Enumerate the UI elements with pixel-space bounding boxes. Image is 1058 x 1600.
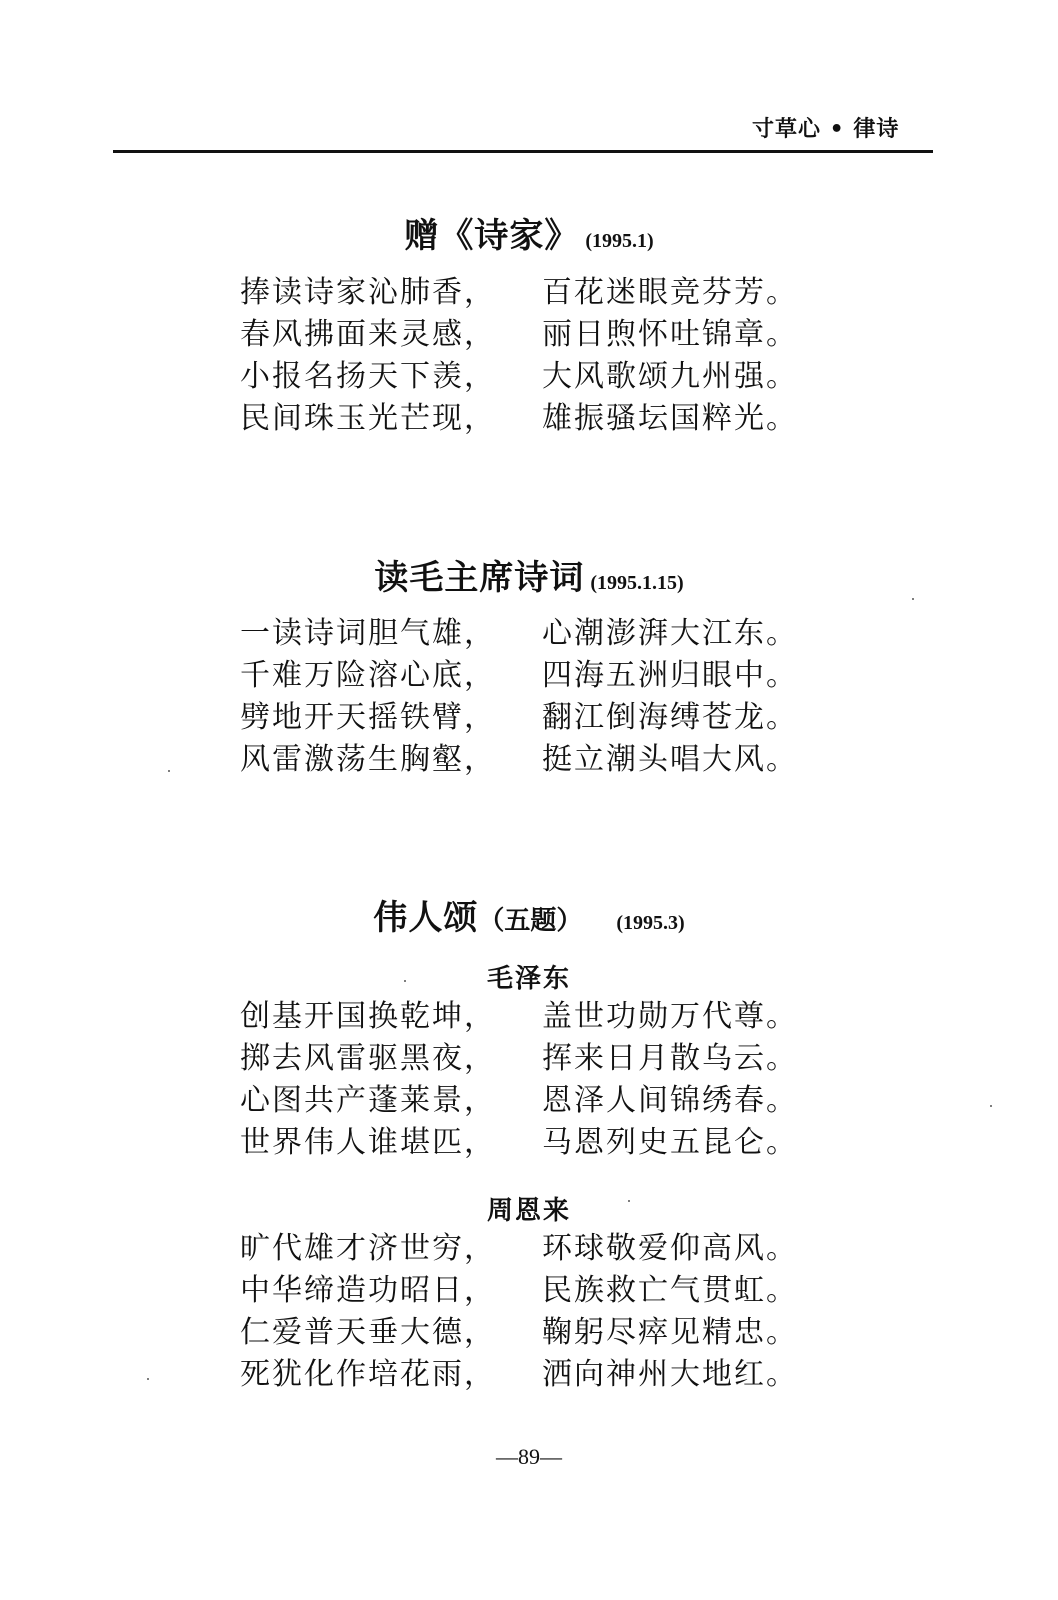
verse-second-half: 四海五洲归眼中。 bbox=[542, 658, 798, 693]
header-rule bbox=[113, 150, 933, 153]
scan-speck bbox=[628, 1200, 630, 1202]
poem-3b-line-3 bbox=[240, 1312, 860, 1354]
verse-second-half: 民族救亡气贯虹。 bbox=[542, 1273, 798, 1308]
verse-first-half: 千难万险溶心底， bbox=[240, 658, 496, 693]
poem-title-note: （五题） bbox=[478, 906, 583, 936]
poem-title-2 bbox=[0, 550, 1058, 599]
scan-speck bbox=[404, 980, 406, 982]
poem-title-text: 伟人颂 bbox=[373, 898, 479, 938]
poem-3a-line-1 bbox=[240, 996, 860, 1038]
verse-second-half: 洒向神州大地红。 bbox=[542, 1357, 798, 1392]
verse-second-half: 盖世功勋万代尊。 bbox=[542, 999, 798, 1034]
verse-first-half: 春风拂面来灵感， bbox=[240, 317, 496, 352]
poem-3a-line-2 bbox=[240, 1038, 860, 1080]
verse-second-half: 丽日煦怀吐锦章。 bbox=[542, 317, 798, 352]
poem-title-3 bbox=[0, 890, 1058, 939]
poem-date: (1995.1) bbox=[585, 230, 654, 252]
poem-date: (1995.1.15) bbox=[590, 572, 684, 594]
verse-second-half: 挥来日月散乌云。 bbox=[542, 1041, 798, 1076]
verse-second-half: 鞠躬尽瘁见精忠。 bbox=[542, 1315, 798, 1350]
scan-speck bbox=[168, 770, 170, 772]
verse-first-half: 仁爱普天垂大德， bbox=[240, 1315, 496, 1350]
verse-second-half: 雄振骚坛国粹光。 bbox=[542, 401, 798, 436]
verse-second-half: 恩泽人间锦绣春。 bbox=[542, 1083, 798, 1118]
poem-title-text: 赠《诗家》 bbox=[404, 216, 580, 256]
verse-first-half: 旷代雄才济世穷， bbox=[240, 1231, 496, 1266]
poem-3a-line-3 bbox=[240, 1080, 860, 1122]
section-subtitle-mao: 毛泽东 bbox=[486, 964, 571, 994]
poem-2-line-4 bbox=[240, 739, 860, 781]
verse-first-half: 世界伟人谁堪匹， bbox=[240, 1125, 496, 1160]
poem-1-line-1 bbox=[240, 272, 860, 314]
scan-speck bbox=[990, 1105, 992, 1107]
verse-first-half: 中华缔造功昭日， bbox=[240, 1273, 496, 1308]
poem-date: (1995.3) bbox=[616, 912, 685, 934]
verse-first-half: 一读诗词胆气雄， bbox=[240, 616, 496, 651]
poem-1-line-2 bbox=[240, 314, 860, 356]
poem-3a-line-4 bbox=[240, 1122, 860, 1164]
verse-first-half: 民间珠玉光芒现， bbox=[240, 401, 496, 436]
verse-second-half: 心潮澎湃大江东。 bbox=[542, 616, 798, 651]
poem-3b-line-1 bbox=[240, 1228, 860, 1270]
section-subtitle-zhou: 周恩来 bbox=[486, 1196, 571, 1226]
verse-second-half: 环球敬爱仰高风。 bbox=[542, 1231, 798, 1266]
poem-3b-line-4 bbox=[240, 1354, 860, 1396]
verse-first-half: 死犹化作培花雨， bbox=[240, 1357, 496, 1392]
poem-2-line-1 bbox=[240, 613, 860, 655]
verse-first-half: 劈地开天摇铁臂， bbox=[240, 700, 496, 735]
verse-second-half: 翻江倒海缚苍龙。 bbox=[542, 700, 798, 735]
verse-first-half: 创基开国换乾坤， bbox=[240, 999, 496, 1034]
poem-3b-line-2 bbox=[240, 1270, 860, 1312]
scan-speck bbox=[147, 1378, 149, 1380]
page-number: —89— bbox=[496, 1444, 562, 1469]
poem-1-line-3 bbox=[240, 356, 860, 398]
verse-first-half: 掷去风雷驱黑夜， bbox=[240, 1041, 496, 1076]
poem-2-line-3 bbox=[240, 697, 860, 739]
scan-speck bbox=[912, 598, 914, 600]
verse-second-half: 马恩列史五昆仑。 bbox=[542, 1125, 798, 1160]
poem-title-1 bbox=[0, 208, 1058, 257]
verse-first-half: 风雷激荡生胸壑， bbox=[240, 742, 496, 777]
poem-title-text: 读毛主席诗词 bbox=[374, 558, 585, 598]
verse-second-half: 大风歌颂九州强。 bbox=[542, 359, 798, 394]
verse-first-half: 捧读诗家沁肺香， bbox=[240, 275, 496, 310]
poem-1-line-4 bbox=[240, 398, 860, 440]
verse-second-half: 挺立潮头唱大风。 bbox=[542, 742, 798, 777]
poem-2-line-2 bbox=[240, 655, 860, 697]
verse-first-half: 小报名扬天下羡， bbox=[240, 359, 496, 394]
running-header: 寸草心 • 律诗 bbox=[752, 117, 900, 142]
verse-first-half: 心图共产蓬莱景， bbox=[240, 1083, 496, 1118]
verse-second-half: 百花迷眼竞芬芳。 bbox=[542, 275, 798, 310]
